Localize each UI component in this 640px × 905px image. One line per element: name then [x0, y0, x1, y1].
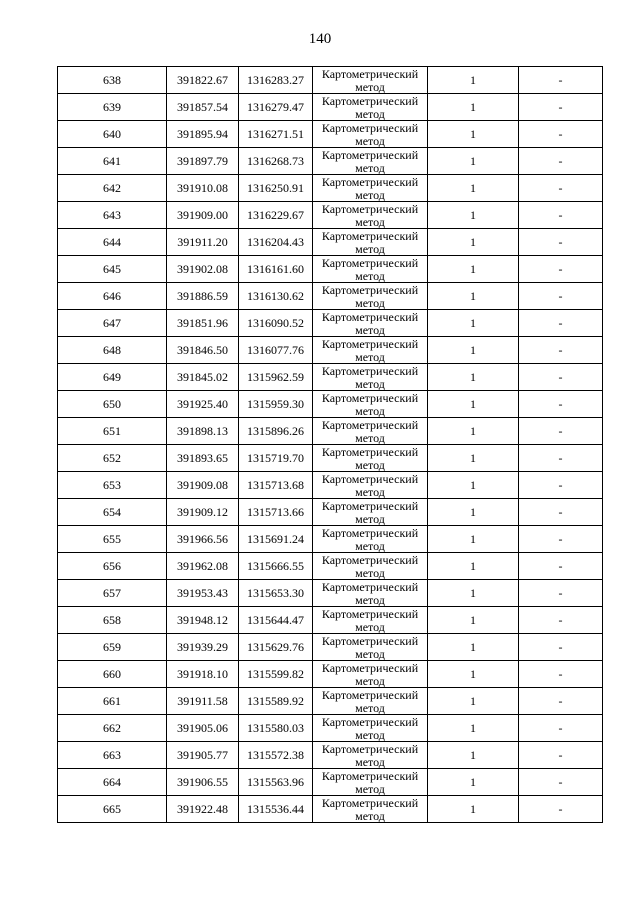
point-number-cell: 659: [58, 634, 167, 661]
table-row: [58, 445, 603, 472]
accuracy-cell: 1: [428, 526, 519, 553]
y-coordinate-cell: 1315644.47: [239, 607, 313, 634]
y-coordinate-cell: 1315629.76: [239, 634, 313, 661]
table-row: [58, 634, 603, 661]
note-cell: -: [519, 742, 603, 769]
method-text: Картометрический метод: [321, 257, 419, 282]
method-text: Картометрический метод: [321, 716, 419, 741]
table-row: [58, 715, 603, 742]
note-cell: -: [519, 499, 603, 526]
x-coordinate-cell: 391911.20: [167, 229, 239, 256]
accuracy-cell: 1: [428, 688, 519, 715]
accuracy-cell: 1: [428, 148, 519, 175]
accuracy-cell: 1: [428, 364, 519, 391]
method-text: Картометрический метод: [321, 95, 419, 120]
point-number-cell: 661: [58, 688, 167, 715]
method-text: Картометрический метод: [321, 68, 419, 93]
table-row: [58, 526, 603, 553]
method-text: Картометрический метод: [321, 122, 419, 147]
note-cell: -: [519, 175, 603, 202]
y-coordinate-cell: 1315719.70: [239, 445, 313, 472]
method-text: Картометрический метод: [321, 635, 419, 660]
point-number-cell: 638: [58, 67, 167, 94]
x-coordinate-cell: 391851.96: [167, 310, 239, 337]
method-cell: [313, 499, 428, 526]
method-text: Картометрический метод: [321, 176, 419, 201]
method-text: Картометрический метод: [321, 230, 419, 255]
method-text: Картометрический метод: [321, 473, 419, 498]
method-cell: [313, 445, 428, 472]
x-coordinate-cell: 391846.50: [167, 337, 239, 364]
x-coordinate-cell: 391909.00: [167, 202, 239, 229]
y-coordinate-cell: 1316204.43: [239, 229, 313, 256]
x-coordinate-cell: 391895.94: [167, 121, 239, 148]
method-text: Картометрический метод: [321, 284, 419, 309]
accuracy-cell: 1: [428, 175, 519, 202]
method-cell: [313, 94, 428, 121]
point-number-cell: 643: [58, 202, 167, 229]
point-number-cell: 664: [58, 769, 167, 796]
note-cell: -: [519, 526, 603, 553]
table-row: [58, 553, 603, 580]
note-cell: -: [519, 418, 603, 445]
method-cell: [313, 364, 428, 391]
note-cell: -: [519, 391, 603, 418]
method-cell: [313, 607, 428, 634]
x-coordinate-cell: 391939.29: [167, 634, 239, 661]
method-text: Картометрический метод: [321, 203, 419, 228]
y-coordinate-cell: 1315713.66: [239, 499, 313, 526]
method-cell: [313, 796, 428, 823]
note-cell: -: [519, 580, 603, 607]
method-cell: [313, 418, 428, 445]
method-cell: [313, 715, 428, 742]
table-row: [58, 796, 603, 823]
point-number-cell: 640: [58, 121, 167, 148]
y-coordinate-cell: 1316161.60: [239, 256, 313, 283]
table-row: [58, 688, 603, 715]
accuracy-cell: 1: [428, 580, 519, 607]
point-number-cell: 663: [58, 742, 167, 769]
table-row: [58, 499, 603, 526]
accuracy-cell: 1: [428, 94, 519, 121]
accuracy-cell: 1: [428, 715, 519, 742]
accuracy-cell: 1: [428, 256, 519, 283]
note-cell: -: [519, 121, 603, 148]
x-coordinate-cell: 391857.54: [167, 94, 239, 121]
method-cell: [313, 175, 428, 202]
method-text: Картометрический метод: [321, 608, 419, 633]
accuracy-cell: 1: [428, 769, 519, 796]
table-row: [58, 472, 603, 499]
method-text: Картометрический метод: [321, 554, 419, 579]
note-cell: -: [519, 661, 603, 688]
y-coordinate-cell: 1316130.62: [239, 283, 313, 310]
note-cell: -: [519, 769, 603, 796]
x-coordinate-cell: 391962.08: [167, 553, 239, 580]
method-text: Картометрический метод: [321, 149, 419, 174]
x-coordinate-cell: 391910.08: [167, 175, 239, 202]
page-number: 140: [308, 31, 332, 47]
table-row: [58, 391, 603, 418]
accuracy-cell: 1: [428, 229, 519, 256]
y-coordinate-cell: 1316090.52: [239, 310, 313, 337]
y-coordinate-cell: 1315599.82: [239, 661, 313, 688]
x-coordinate-cell: 391966.56: [167, 526, 239, 553]
point-number-cell: 649: [58, 364, 167, 391]
method-cell: [313, 553, 428, 580]
method-text: Картометрический метод: [321, 743, 419, 768]
method-text: Картометрический метод: [321, 770, 419, 795]
y-coordinate-cell: 1315580.03: [239, 715, 313, 742]
x-coordinate-cell: 391905.77: [167, 742, 239, 769]
point-number-cell: 658: [58, 607, 167, 634]
point-number-cell: 654: [58, 499, 167, 526]
y-coordinate-cell: 1316077.76: [239, 337, 313, 364]
table-row: [58, 94, 603, 121]
y-coordinate-cell: 1315691.24: [239, 526, 313, 553]
method-cell: [313, 310, 428, 337]
method-cell: [313, 256, 428, 283]
table-row: [58, 67, 603, 94]
method-cell: [313, 742, 428, 769]
table-row: [58, 337, 603, 364]
x-coordinate-cell: 391897.79: [167, 148, 239, 175]
method-text: Картометрический метод: [321, 392, 419, 417]
method-cell: [313, 526, 428, 553]
y-coordinate-cell: 1315563.96: [239, 769, 313, 796]
y-coordinate-cell: 1315589.92: [239, 688, 313, 715]
point-number-cell: 655: [58, 526, 167, 553]
table-row: [58, 202, 603, 229]
note-cell: -: [519, 607, 603, 634]
note-cell: -: [519, 202, 603, 229]
point-number-cell: 641: [58, 148, 167, 175]
y-coordinate-cell: 1315713.68: [239, 472, 313, 499]
x-coordinate-cell: 391902.08: [167, 256, 239, 283]
table-row: [58, 742, 603, 769]
coordinates-table: [57, 66, 603, 823]
y-coordinate-cell: 1315653.30: [239, 580, 313, 607]
x-coordinate-cell: 391898.13: [167, 418, 239, 445]
x-coordinate-cell: 391822.67: [167, 67, 239, 94]
accuracy-cell: 1: [428, 67, 519, 94]
method-cell: [313, 148, 428, 175]
x-coordinate-cell: 391918.10: [167, 661, 239, 688]
table-row: [58, 175, 603, 202]
method-text: Картометрический метод: [321, 365, 419, 390]
point-number-cell: 665: [58, 796, 167, 823]
table-row: [58, 607, 603, 634]
x-coordinate-cell: 391953.43: [167, 580, 239, 607]
method-cell: [313, 472, 428, 499]
accuracy-cell: 1: [428, 796, 519, 823]
method-text: Картометрический метод: [321, 527, 419, 552]
table-row: [58, 229, 603, 256]
accuracy-cell: 1: [428, 499, 519, 526]
note-cell: -: [519, 256, 603, 283]
point-number-cell: 653: [58, 472, 167, 499]
point-number-cell: 662: [58, 715, 167, 742]
accuracy-cell: 1: [428, 661, 519, 688]
x-coordinate-cell: 391845.02: [167, 364, 239, 391]
accuracy-cell: 1: [428, 121, 519, 148]
point-number-cell: 645: [58, 256, 167, 283]
table-row: [58, 364, 603, 391]
x-coordinate-cell: 391909.12: [167, 499, 239, 526]
accuracy-cell: 1: [428, 553, 519, 580]
accuracy-cell: 1: [428, 634, 519, 661]
point-number-cell: 660: [58, 661, 167, 688]
accuracy-cell: 1: [428, 418, 519, 445]
accuracy-cell: 1: [428, 337, 519, 364]
table-row: [58, 256, 603, 283]
table-row: [58, 283, 603, 310]
table-row: [58, 310, 603, 337]
note-cell: -: [519, 310, 603, 337]
method-cell: [313, 580, 428, 607]
y-coordinate-cell: 1316268.73: [239, 148, 313, 175]
y-coordinate-cell: 1315959.30: [239, 391, 313, 418]
note-cell: -: [519, 445, 603, 472]
x-coordinate-cell: 391886.59: [167, 283, 239, 310]
method-text: Картометрический метод: [321, 689, 419, 714]
point-number-cell: 657: [58, 580, 167, 607]
note-cell: -: [519, 337, 603, 364]
accuracy-cell: 1: [428, 202, 519, 229]
method-text: Картометрический метод: [321, 500, 419, 525]
x-coordinate-cell: 391948.12: [167, 607, 239, 634]
method-text: Картометрический метод: [321, 338, 419, 363]
y-coordinate-cell: 1316229.67: [239, 202, 313, 229]
note-cell: -: [519, 283, 603, 310]
note-cell: -: [519, 472, 603, 499]
note-cell: -: [519, 364, 603, 391]
point-number-cell: 639: [58, 94, 167, 121]
coordinates-table-body: [58, 67, 603, 823]
note-cell: -: [519, 67, 603, 94]
point-number-cell: 656: [58, 553, 167, 580]
method-text: Картометрический метод: [321, 419, 419, 444]
x-coordinate-cell: 391893.65: [167, 445, 239, 472]
note-cell: -: [519, 94, 603, 121]
accuracy-cell: 1: [428, 445, 519, 472]
method-text: Картометрический метод: [321, 311, 419, 336]
note-cell: -: [519, 634, 603, 661]
method-cell: [313, 634, 428, 661]
method-cell: [313, 391, 428, 418]
point-number-cell: 650: [58, 391, 167, 418]
x-coordinate-cell: 391911.58: [167, 688, 239, 715]
y-coordinate-cell: 1316279.47: [239, 94, 313, 121]
table-row: [58, 418, 603, 445]
note-cell: -: [519, 688, 603, 715]
method-cell: [313, 121, 428, 148]
point-number-cell: 651: [58, 418, 167, 445]
x-coordinate-cell: 391925.40: [167, 391, 239, 418]
note-cell: -: [519, 553, 603, 580]
method-cell: [313, 769, 428, 796]
x-coordinate-cell: 391922.48: [167, 796, 239, 823]
method-cell: [313, 283, 428, 310]
accuracy-cell: 1: [428, 607, 519, 634]
table-row: [58, 769, 603, 796]
method-cell: [313, 202, 428, 229]
method-text: Картометрический метод: [321, 581, 419, 606]
method-text: Картометрический метод: [321, 797, 419, 822]
table-row: [58, 121, 603, 148]
accuracy-cell: 1: [428, 742, 519, 769]
accuracy-cell: 1: [428, 391, 519, 418]
note-cell: -: [519, 715, 603, 742]
method-text: Картометрический метод: [321, 446, 419, 471]
y-coordinate-cell: 1316271.51: [239, 121, 313, 148]
note-cell: -: [519, 148, 603, 175]
y-coordinate-cell: 1315666.55: [239, 553, 313, 580]
accuracy-cell: 1: [428, 472, 519, 499]
method-cell: [313, 661, 428, 688]
point-number-cell: 646: [58, 283, 167, 310]
y-coordinate-cell: 1315536.44: [239, 796, 313, 823]
method-cell: [313, 229, 428, 256]
y-coordinate-cell: 1315572.38: [239, 742, 313, 769]
point-number-cell: 644: [58, 229, 167, 256]
point-number-cell: 652: [58, 445, 167, 472]
method-text: Картометрический метод: [321, 662, 419, 687]
y-coordinate-cell: 1315962.59: [239, 364, 313, 391]
y-coordinate-cell: 1316283.27: [239, 67, 313, 94]
table-row: [58, 580, 603, 607]
accuracy-cell: 1: [428, 283, 519, 310]
method-cell: [313, 337, 428, 364]
method-cell: [313, 67, 428, 94]
point-number-cell: 648: [58, 337, 167, 364]
y-coordinate-cell: 1316250.91: [239, 175, 313, 202]
accuracy-cell: 1: [428, 310, 519, 337]
table-row: [58, 661, 603, 688]
x-coordinate-cell: 391909.08: [167, 472, 239, 499]
y-coordinate-cell: 1315896.26: [239, 418, 313, 445]
table-row: [58, 148, 603, 175]
x-coordinate-cell: 391906.55: [167, 769, 239, 796]
note-cell: -: [519, 229, 603, 256]
note-cell: -: [519, 796, 603, 823]
point-number-cell: 642: [58, 175, 167, 202]
point-number-cell: 647: [58, 310, 167, 337]
x-coordinate-cell: 391905.06: [167, 715, 239, 742]
method-cell: [313, 688, 428, 715]
